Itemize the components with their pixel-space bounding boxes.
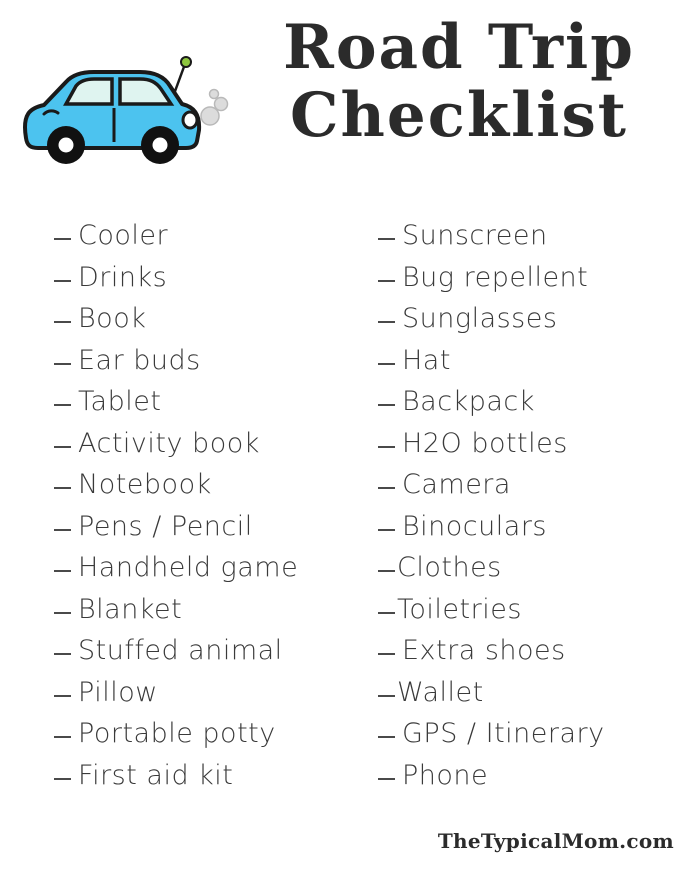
checkbox-blank-line[interactable] [54, 695, 71, 697]
checkbox-blank-line[interactable] [378, 363, 395, 365]
checklist-column-right [320, 222, 700, 803]
checkbox-blank-line[interactable] [378, 736, 395, 738]
header [0, 0, 700, 200]
checkbox-blank-line[interactable] [378, 653, 395, 655]
list-item-label: H2O bottles [402, 427, 568, 459]
list-item-label: Phone [402, 759, 489, 791]
list-item-label: Cooler [78, 220, 169, 251]
title-line-1: Road Trip [228, 18, 690, 78]
checkbox-blank-line[interactable] [54, 238, 71, 240]
list-item-label: Book [78, 303, 147, 334]
list-item-label: Wallet [397, 676, 484, 708]
title-line-2: Checklist [228, 86, 690, 146]
list-item[interactable] [54, 388, 320, 430]
page-title [228, 12, 690, 151]
checkbox-blank-line[interactable] [54, 280, 71, 282]
list-item-label: Handheld game [78, 552, 299, 583]
checkbox-blank-line[interactable] [54, 487, 71, 489]
checkbox-blank-line[interactable] [378, 529, 395, 531]
checkbox-blank-line[interactable] [378, 321, 395, 323]
list-item[interactable] [378, 676, 700, 721]
checkbox-blank-line[interactable] [378, 280, 395, 282]
list-item-label: Binoculars [402, 510, 547, 542]
checkbox-blank-line[interactable] [54, 446, 71, 448]
list-item[interactable] [54, 676, 320, 721]
checkbox-blank-line[interactable] [378, 238, 395, 240]
list-item-label: Hat [402, 344, 451, 376]
checkbox-blank-line[interactable] [54, 778, 71, 780]
list-item-label: Sunscreen [402, 220, 548, 251]
list-item[interactable] [378, 471, 700, 513]
checkbox-blank-line[interactable] [378, 487, 395, 489]
list-item-label: Blanket [78, 593, 183, 625]
checklist-columns [0, 222, 700, 803]
list-item-label: Activity book [78, 427, 260, 459]
list-item-label: Notebook [78, 469, 212, 500]
list-item[interactable] [378, 222, 700, 264]
list-item[interactable] [54, 510, 320, 555]
list-item-label: GPS / Itinerary [402, 718, 605, 749]
list-item-label: Sunglasses [402, 303, 558, 334]
checkbox-blank-line[interactable] [378, 570, 395, 572]
list-item-label: Pens / Pencil [78, 510, 253, 542]
checkbox-blank-line[interactable] [54, 529, 71, 531]
list-item[interactable] [54, 554, 320, 596]
list-item-label: First aid kit [78, 759, 234, 791]
list-item-label: Camera [402, 469, 511, 500]
list-item[interactable] [378, 388, 700, 430]
checkbox-blank-line[interactable] [54, 736, 71, 738]
checkbox-blank-line[interactable] [54, 321, 71, 323]
list-item[interactable] [54, 344, 320, 389]
list-item[interactable] [54, 222, 320, 264]
checkbox-blank-line[interactable] [54, 363, 71, 365]
list-item-label: Extra shoes [402, 635, 566, 666]
list-item-label: Pillow [78, 676, 158, 708]
list-item[interactable] [378, 510, 700, 555]
list-item-label: Bug repellent [402, 261, 589, 293]
list-item[interactable] [378, 720, 700, 762]
list-item[interactable] [378, 261, 700, 306]
list-item[interactable] [54, 720, 320, 762]
checkbox-blank-line[interactable] [378, 778, 395, 780]
list-item[interactable] [54, 471, 320, 513]
list-item-label: Drinks [78, 261, 168, 293]
checkbox-blank-line[interactable] [378, 446, 395, 448]
list-item[interactable] [54, 305, 320, 347]
list-item[interactable] [378, 427, 700, 472]
list-item[interactable] [378, 593, 700, 638]
list-item-label: Ear buds [78, 344, 201, 376]
list-item[interactable] [378, 637, 700, 679]
list-item[interactable] [54, 261, 320, 306]
list-item[interactable] [54, 637, 320, 679]
list-item-label: Clothes [397, 552, 502, 583]
checkbox-blank-line[interactable] [378, 404, 395, 406]
checkbox-blank-line[interactable] [54, 570, 71, 572]
checkbox-blank-line[interactable] [378, 612, 395, 614]
list-item-label: Toiletries [397, 593, 522, 625]
list-item-label: Tablet [78, 386, 162, 417]
list-item[interactable] [378, 554, 700, 596]
checkbox-blank-line[interactable] [54, 404, 71, 406]
list-item[interactable] [54, 759, 320, 804]
checkbox-blank-line[interactable] [54, 653, 71, 655]
car-icon [14, 42, 229, 167]
list-item[interactable] [378, 305, 700, 347]
list-item-label: Backpack [402, 386, 535, 417]
checklist-column-left [0, 222, 320, 803]
list-item[interactable] [54, 593, 320, 638]
site-credit: TheTypicalMom.com [437, 829, 674, 853]
checkbox-blank-line[interactable] [378, 695, 395, 697]
checkbox-blank-line[interactable] [54, 612, 71, 614]
list-item-label: Stuffed animal [78, 635, 283, 666]
list-item[interactable] [54, 427, 320, 472]
list-item-label: Portable potty [78, 718, 276, 749]
list-item[interactable] [378, 759, 700, 804]
list-item[interactable] [378, 344, 700, 389]
